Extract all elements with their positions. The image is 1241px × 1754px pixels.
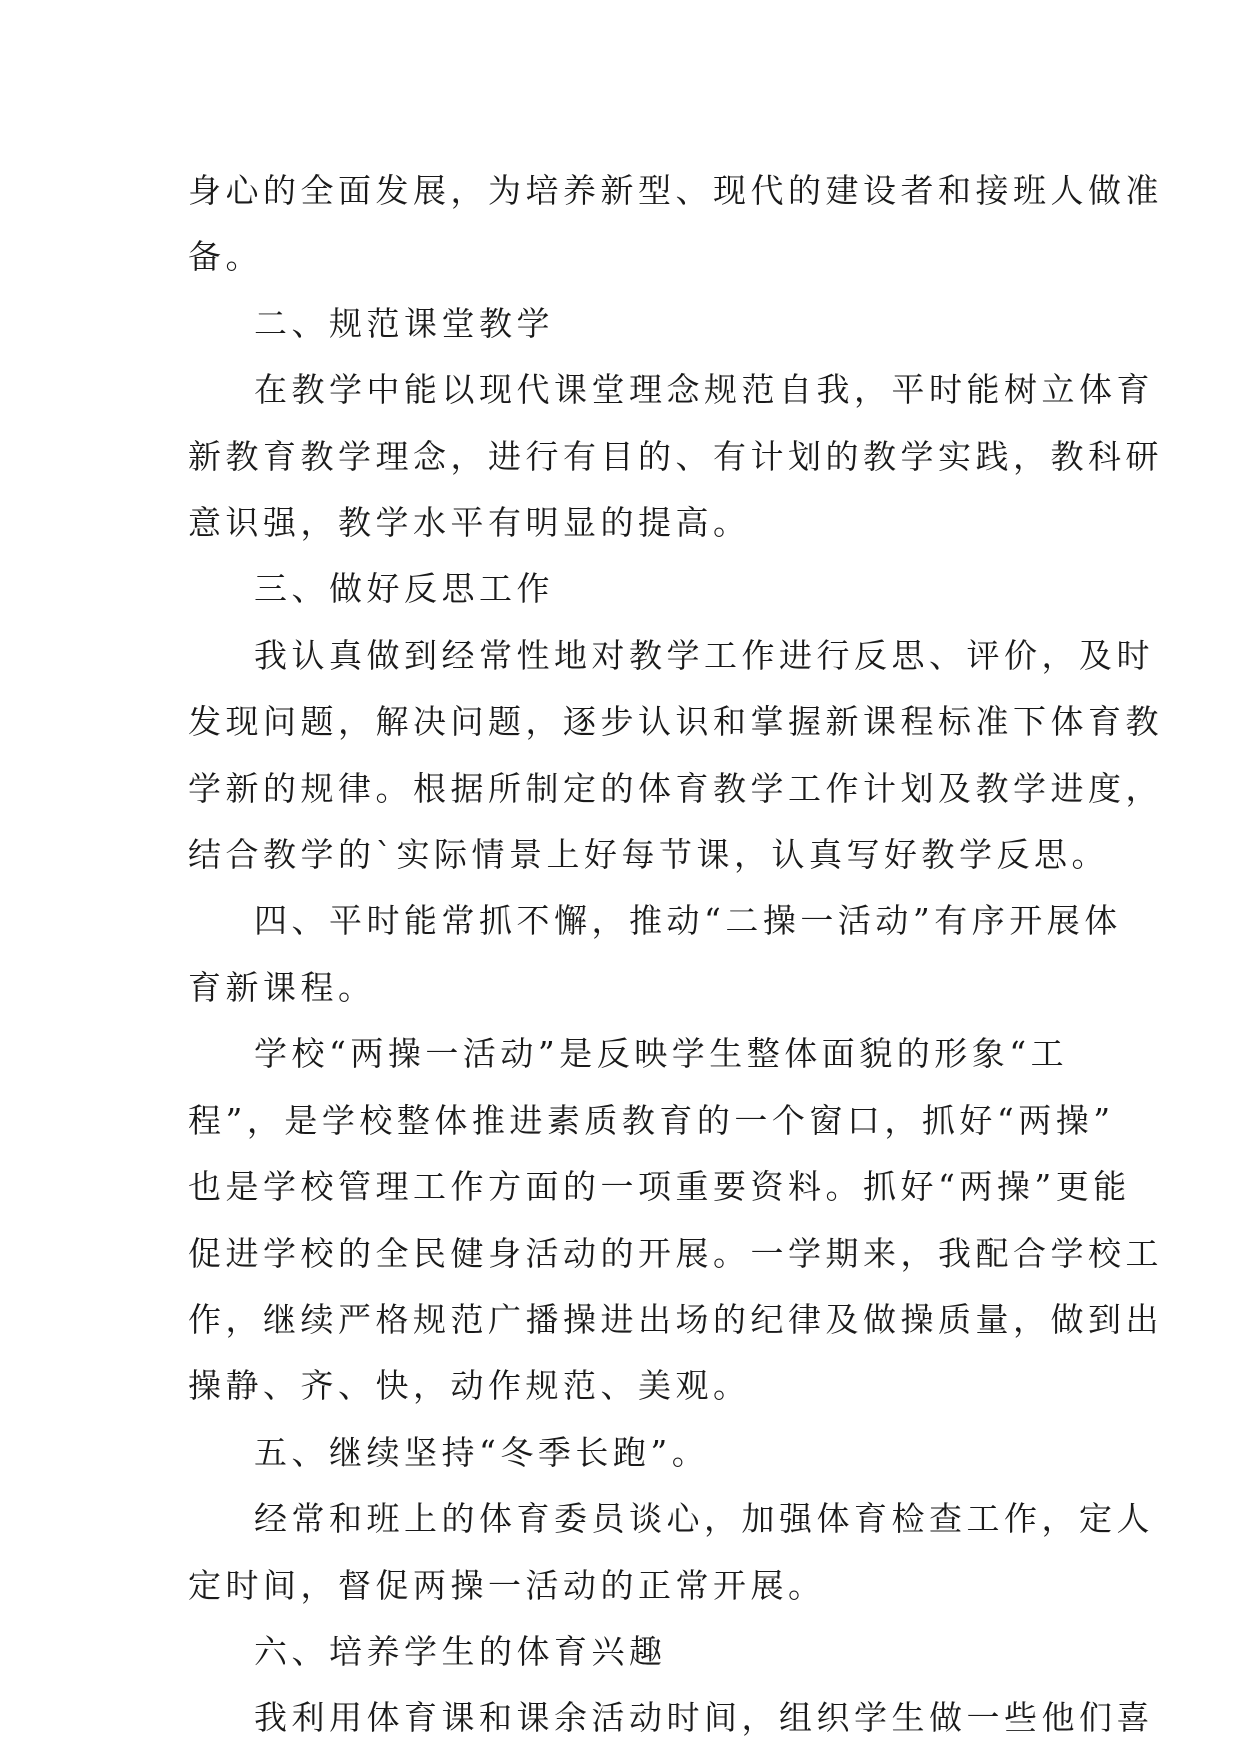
text-line: 学校“两操一活动”是反映学生整体面貌的形象“工 xyxy=(254,1034,1069,1074)
heading-line: 五、继续坚持“冬季长跑”。 xyxy=(254,1432,710,1472)
text-line: 在教学中能以现代课堂理念规范自我，平时能树立体育 xyxy=(254,370,1154,410)
text-line: 发现问题，解决问题，逐步认识和掌握新课程标准下体育教 xyxy=(188,702,1163,742)
text-line: 我利用体育课和课余活动时间，组织学生做一些他们喜 xyxy=(254,1698,1154,1738)
document-body xyxy=(188,158,1163,1752)
section-heading-5 xyxy=(188,1420,1058,1486)
text-line: 新教育教学理念，进行有目的、有计划的教学实践，教科研 xyxy=(188,436,1163,476)
text-line: 学新的规律。根据所制定的体育教学工作计划及教学进度， xyxy=(188,768,1163,808)
section-heading-2 xyxy=(188,291,1058,357)
text-line: 经常和班上的体育委员谈心，加强体育检查工作，定人 xyxy=(254,1499,1154,1539)
text-line: 意识强，教学水平有明显的提高。 xyxy=(188,503,751,543)
section-heading-6 xyxy=(188,1619,1058,1685)
paragraph-sports-committee xyxy=(188,1486,1154,1619)
text-line: 程”，是学校整体推进素质教育的一个窗口，抓好“两操” xyxy=(188,1100,1115,1140)
text-line: 操静、齐、快，动作规范、美观。 xyxy=(188,1366,751,1406)
heading-line: 四、平时能常抓不懈，推动“二操一活动”有序开展体 xyxy=(254,901,1122,941)
text-line: 结合教学的`实际情景上好每节课，认真写好教学反思。 xyxy=(188,835,1109,875)
paragraph-classroom-teaching xyxy=(188,357,1163,556)
text-line: 身心的全面发展，为培养新型、现代的建设者和接班人做准 xyxy=(188,171,1163,210)
text-line: 也是学校管理工作方面的一项重要资料。抓好“两操”更能 xyxy=(188,1167,1131,1207)
heading-line: 三、做好反思工作 xyxy=(254,569,554,609)
paragraph-two-exercises xyxy=(188,1021,1163,1419)
paragraph-reflection xyxy=(188,623,1163,889)
text-line: 促进学校的全民健身活动的开展。一学期来，我配合学校工 xyxy=(188,1233,1163,1273)
text-line: 备。 xyxy=(188,237,263,277)
heading-line: 二、规范课堂教学 xyxy=(254,303,554,343)
section-heading-4 xyxy=(188,888,1122,1021)
section-heading-3 xyxy=(188,556,1058,622)
text-line: 定时间，督促两操一活动的正常开展。 xyxy=(188,1565,826,1605)
paragraph-sports-interest xyxy=(188,1685,1154,1751)
text-line: 作，继续严格规范广播操进出场的纪律及做操质量，做到出 xyxy=(188,1299,1163,1339)
paragraph-continuation xyxy=(188,158,1163,291)
heading-line: 育新课程。 xyxy=(188,967,376,1007)
heading-line: 六、培养学生的体育兴趣 xyxy=(254,1631,667,1671)
text-line: 我认真做到经常性地对教学工作进行反思、评价，及时 xyxy=(254,635,1154,675)
